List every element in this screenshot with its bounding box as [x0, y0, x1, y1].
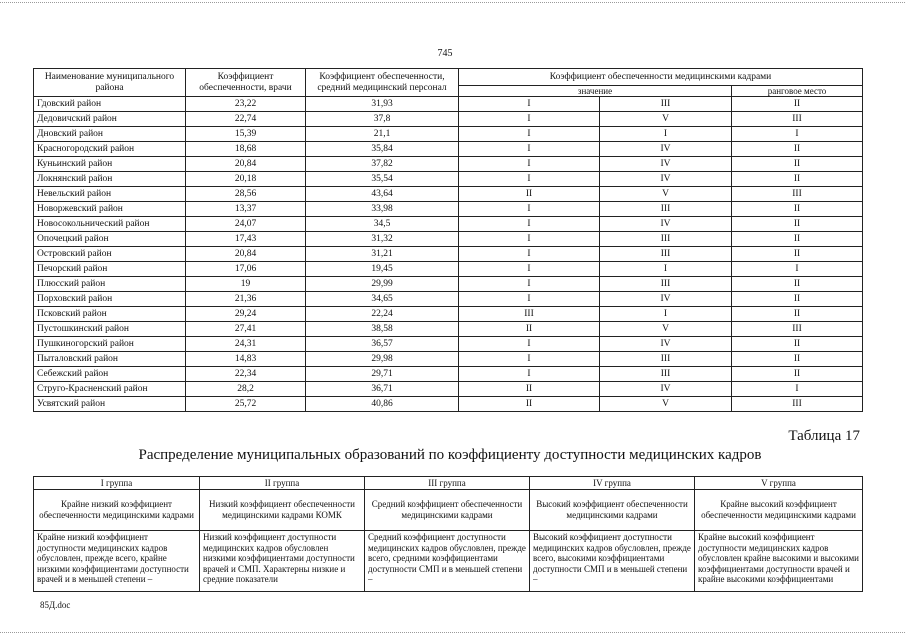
cell-district-name: Островский район: [34, 247, 186, 262]
cell-nurses-coefficient: 37,82: [306, 157, 459, 172]
cell-nurses-coefficient: 36,57: [306, 337, 459, 352]
table-row: [34, 127, 863, 142]
cell-nurses-coefficient: 35,84: [306, 142, 459, 157]
cell-doctors-coefficient: 29,24: [186, 307, 306, 322]
group-name: I группа: [34, 477, 200, 490]
header-rank: ранговое место: [732, 86, 863, 97]
cell-rank: II: [732, 277, 863, 292]
cell-value-2: III: [600, 277, 732, 292]
cell-rank: III: [732, 112, 863, 127]
cell-value-1: III: [459, 307, 600, 322]
cell-nurses-coefficient: 36,71: [306, 382, 459, 397]
group-text-cell: [200, 531, 365, 592]
cell-nurses-coefficient: 38,58: [306, 322, 459, 337]
cell-value-1: II: [459, 322, 600, 337]
cell-district-name: Дновский район: [34, 127, 186, 142]
header-staff-coefficient: Коэффициент обеспеченности медицинскими кадрами: [459, 69, 863, 86]
group-name-row: [34, 477, 863, 490]
group-text-cell: [34, 531, 200, 592]
cell-rank: I: [732, 127, 863, 142]
cell-value-2: IV: [600, 142, 732, 157]
cell-district-name: Пустошкинский район: [34, 322, 186, 337]
cell-doctors-coefficient: 20,84: [186, 247, 306, 262]
cell-rank: II: [732, 337, 863, 352]
table-row: [34, 397, 863, 412]
table-row: [34, 172, 863, 187]
cell-value-1: I: [459, 142, 600, 157]
cell-rank: II: [732, 157, 863, 172]
cell-value-1: I: [459, 352, 600, 367]
table-row: [34, 157, 863, 172]
cell-doctors-coefficient: 28,2: [186, 382, 306, 397]
cell-value-1: I: [459, 262, 600, 277]
cell-doctors-coefficient: 19: [186, 277, 306, 292]
cell-nurses-coefficient: 29,98: [306, 352, 459, 367]
cell-value-2: V: [600, 397, 732, 412]
cell-doctors-coefficient: 17,06: [186, 262, 306, 277]
cell-rank: II: [732, 292, 863, 307]
cell-rank: I: [732, 382, 863, 397]
group-description: Низкий коэффициент обеспеченности медицинскими кадрами КОМК: [200, 490, 365, 531]
group-text-cell: [365, 531, 530, 592]
group-distribution-table: [33, 476, 863, 592]
group-description: Высокий коэффициент обеспеченности медицинскими кадрами: [530, 490, 695, 531]
table-row: [34, 292, 863, 307]
cell-doctors-coefficient: 20,18: [186, 172, 306, 187]
cell-rank: II: [732, 97, 863, 112]
cell-value-1: I: [459, 247, 600, 262]
group-text: Высокий коэффициент доступности медицинских кадров обусловлен, прежде всего, высокими коэффициентами доступности СМП и в меньшей степени –: [533, 532, 691, 584]
table-row: [34, 202, 863, 217]
cell-doctors-coefficient: 18,68: [186, 142, 306, 157]
cell-value-2: IV: [600, 382, 732, 397]
page-number: 745: [437, 48, 453, 59]
cell-nurses-coefficient: 40,86: [306, 397, 459, 412]
group-text-cell: [530, 531, 695, 592]
cell-rank: II: [732, 247, 863, 262]
cell-district-name: Усвятский район: [34, 397, 186, 412]
cell-value-2: III: [600, 232, 732, 247]
cell-rank: III: [732, 322, 863, 337]
table-row: [34, 262, 863, 277]
cell-value-2: I: [600, 127, 732, 142]
cell-rank: I: [732, 262, 863, 277]
cell-doctors-coefficient: 17,43: [186, 232, 306, 247]
cell-district-name: Гдовский район: [34, 97, 186, 112]
header-value: значение: [459, 86, 732, 97]
cell-doctors-coefficient: 24,07: [186, 217, 306, 232]
cell-value-1: I: [459, 277, 600, 292]
table-row: [34, 307, 863, 322]
cell-doctors-coefficient: 21,36: [186, 292, 306, 307]
cell-district-name: Струго-Красненский район: [34, 382, 186, 397]
cell-district-name: Пушкиногорский район: [34, 337, 186, 352]
table-row: [34, 217, 863, 232]
header-district-name: Наименование муниципального района: [34, 69, 186, 97]
cell-rank: II: [732, 172, 863, 187]
group-name: II группа: [200, 477, 365, 490]
cell-district-name: Новоржевский район: [34, 202, 186, 217]
cell-value-1: I: [459, 292, 600, 307]
cell-value-2: III: [600, 367, 732, 382]
cell-value-2: I: [600, 262, 732, 277]
cell-nurses-coefficient: 29,71: [306, 367, 459, 382]
cell-doctors-coefficient: 20,84: [186, 157, 306, 172]
group-name: III группа: [365, 477, 530, 490]
cell-district-name: Новосокольнический район: [34, 217, 186, 232]
cell-value-1: I: [459, 127, 600, 142]
cell-value-1: I: [459, 367, 600, 382]
cell-rank: II: [732, 352, 863, 367]
cell-district-name: Псковский район: [34, 307, 186, 322]
cell-district-name: Себежский район: [34, 367, 186, 382]
cell-value-2: IV: [600, 217, 732, 232]
cell-district-name: Локнянский район: [34, 172, 186, 187]
group-description: Крайне высокий коэффициент обеспеченности медицинскими кадрами: [695, 490, 863, 531]
cell-district-name: Пыталовский район: [34, 352, 186, 367]
cell-value-1: I: [459, 202, 600, 217]
cell-value-2: III: [600, 97, 732, 112]
cell-nurses-coefficient: 37,8: [306, 112, 459, 127]
cell-doctors-coefficient: 15,39: [186, 127, 306, 142]
staffing-coefficient-table: [33, 68, 863, 412]
cell-doctors-coefficient: 28,56: [186, 187, 306, 202]
cell-doctors-coefficient: 23,22: [186, 97, 306, 112]
cell-nurses-coefficient: 19,45: [306, 262, 459, 277]
table-row: [34, 367, 863, 382]
group-description-row: [34, 490, 863, 531]
group-text-row: [34, 531, 863, 592]
cell-nurses-coefficient: 31,93: [306, 97, 459, 112]
cell-nurses-coefficient: 35,54: [306, 172, 459, 187]
cell-nurses-coefficient: 31,32: [306, 232, 459, 247]
cell-doctors-coefficient: 27,41: [186, 322, 306, 337]
cell-rank: III: [732, 187, 863, 202]
cell-nurses-coefficient: 22,24: [306, 307, 459, 322]
cell-value-2: V: [600, 112, 732, 127]
cell-doctors-coefficient: 25,72: [186, 397, 306, 412]
cell-district-name: Невельский район: [34, 187, 186, 202]
cell-nurses-coefficient: 21,1: [306, 127, 459, 142]
group-description: Средний коэффициент обеспеченности медицинскими кадрами: [365, 490, 530, 531]
cell-rank: II: [732, 202, 863, 217]
group-text: Крайне низкий коэффициент доступности медицинских кадров обусловлен, прежде всего, крайне низкими коэффициентами доступности врачей и в меньшей степени –: [37, 532, 189, 584]
table-row: [34, 277, 863, 292]
cell-value-1: I: [459, 337, 600, 352]
cell-value-2: I: [600, 307, 732, 322]
table-row: [34, 337, 863, 352]
cell-rank: II: [732, 142, 863, 157]
table-row: [34, 187, 863, 202]
table-row: [34, 97, 863, 112]
cell-rank: II: [732, 217, 863, 232]
cell-district-name: Куньинский район: [34, 157, 186, 172]
group-name: IV группа: [530, 477, 695, 490]
cell-doctors-coefficient: 13,37: [186, 202, 306, 217]
cell-value-1: I: [459, 232, 600, 247]
group-name: V группа: [695, 477, 863, 490]
cell-district-name: Печорский район: [34, 262, 186, 277]
cell-value-2: V: [600, 322, 732, 337]
scan-edge-bottom: [0, 632, 905, 633]
cell-nurses-coefficient: 33,98: [306, 202, 459, 217]
cell-district-name: Порховский район: [34, 292, 186, 307]
scan-edge-top: [0, 2, 905, 3]
cell-value-2: IV: [600, 157, 732, 172]
cell-nurses-coefficient: 34,65: [306, 292, 459, 307]
cell-value-1: I: [459, 217, 600, 232]
cell-district-name: Красногородский район: [34, 142, 186, 157]
group-description: Крайне низкий коэффициент обеспеченности медицинскими кадрами: [34, 490, 200, 531]
cell-nurses-coefficient: 29,99: [306, 277, 459, 292]
cell-rank: II: [732, 232, 863, 247]
table-row: [34, 322, 863, 337]
cell-value-1: I: [459, 172, 600, 187]
cell-value-2: IV: [600, 172, 732, 187]
table-row: [34, 247, 863, 262]
cell-doctors-coefficient: 22,34: [186, 367, 306, 382]
table-body: [34, 97, 863, 412]
cell-value-1: I: [459, 97, 600, 112]
cell-value-2: IV: [600, 292, 732, 307]
cell-nurses-coefficient: 34,5: [306, 217, 459, 232]
cell-value-2: III: [600, 352, 732, 367]
table-row: [34, 232, 863, 247]
cell-value-1: II: [459, 187, 600, 202]
table-title: Распределение муниципальных образований по коэффициенту доступности медицинских кадров: [138, 447, 762, 463]
cell-rank: II: [732, 307, 863, 322]
group-text: Низкий коэффициент доступности медицинских кадров обусловлен низкими коэффициентами доступности врачей и СМП. Характерны низкие и средние показатели: [203, 532, 355, 584]
cell-value-1: II: [459, 382, 600, 397]
cell-nurses-coefficient: 43,64: [306, 187, 459, 202]
cell-value-1: II: [459, 397, 600, 412]
cell-value-2: III: [600, 247, 732, 262]
cell-value-2: III: [600, 202, 732, 217]
cell-nurses-coefficient: 31,21: [306, 247, 459, 262]
header-nurses-coefficient: Коэффициент обеспеченности, средний медицинский персонал: [306, 69, 459, 97]
cell-value-1: I: [459, 157, 600, 172]
group-text-cell: [695, 531, 863, 592]
table-row: [34, 112, 863, 127]
table-number: Таблица 17: [788, 428, 860, 444]
table-row: [34, 142, 863, 157]
group-text: Средний коэффициент доступности медицинских кадров обусловлен, прежде всего, средними коэффициентами доступности СМП и в меньшей степени –: [368, 532, 526, 584]
cell-doctors-coefficient: 14,83: [186, 352, 306, 367]
cell-rank: II: [732, 367, 863, 382]
group-text: Крайне высокий коэффициент доступности медицинских кадров обусловлен крайне высокими и высокими коэффициентами доступности врачей и крайне высокими коэффициентами: [698, 532, 859, 584]
cell-district-name: Дедовичский район: [34, 112, 186, 127]
cell-value-2: IV: [600, 337, 732, 352]
footer-filename: 85Д.doc: [40, 600, 71, 610]
header-doctors-coefficient: Коэффициент обеспеченности, врачи: [186, 69, 306, 97]
group-table-body: [34, 477, 863, 592]
cell-doctors-coefficient: 24,31: [186, 337, 306, 352]
cell-rank: III: [732, 397, 863, 412]
cell-district-name: Опочецкий район: [34, 232, 186, 247]
cell-value-2: V: [600, 187, 732, 202]
cell-value-1: I: [459, 112, 600, 127]
table-row: [34, 352, 863, 367]
cell-district-name: Плюсский район: [34, 277, 186, 292]
table-row: [34, 382, 863, 397]
cell-doctors-coefficient: 22,74: [186, 112, 306, 127]
